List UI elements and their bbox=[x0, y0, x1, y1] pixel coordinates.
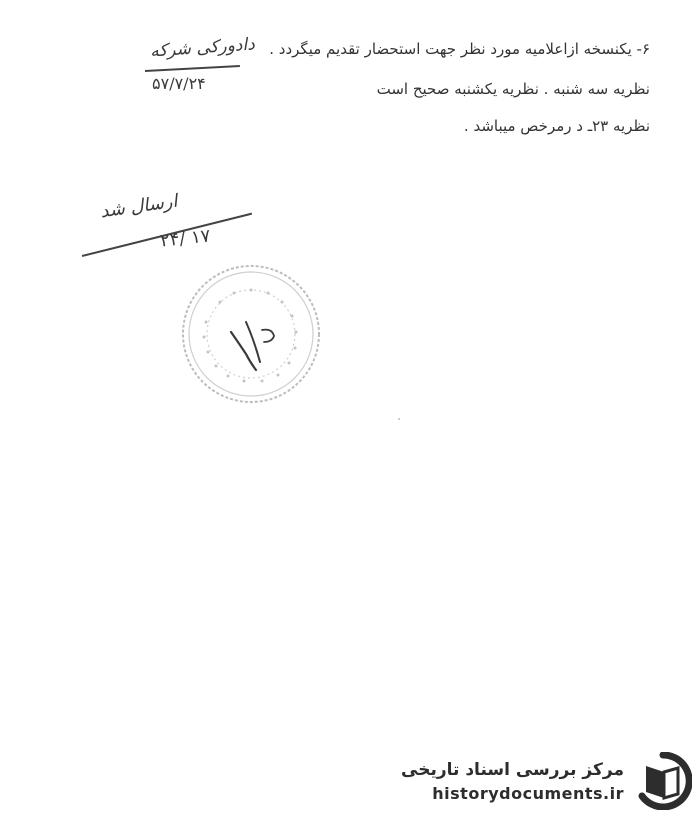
watermark-url: historydocuments.ir bbox=[432, 784, 624, 803]
typed-line-3: نظریه ۲۳ـ د رمرخص میباشد . bbox=[463, 117, 650, 135]
paper-speck bbox=[398, 418, 400, 420]
typed-line-1: ۶- یکنسخه ازاعلامیه مورد نظر جهت استحضار تقدیم میگردد . bbox=[269, 40, 650, 58]
typed-line-2: نظریه سه شنبه . نظریه یکشنبه صحیح است bbox=[376, 80, 650, 98]
handwritten-date-left: ۲۴/ ۱۷ bbox=[159, 225, 212, 252]
archive-logo-icon bbox=[634, 752, 692, 810]
handwritten-date-top: ۵۷/۷/۲۴ bbox=[152, 74, 206, 93]
watermark-title: مرکز بررسی اسناد تاریخی bbox=[401, 760, 624, 780]
watermark bbox=[401, 752, 692, 812]
round-stamp bbox=[176, 262, 326, 412]
underline-top bbox=[145, 65, 240, 71]
handwritten-note-top: دادورکی شرکه bbox=[149, 34, 256, 62]
handwritten-note-left: ارسال شد bbox=[98, 190, 179, 223]
